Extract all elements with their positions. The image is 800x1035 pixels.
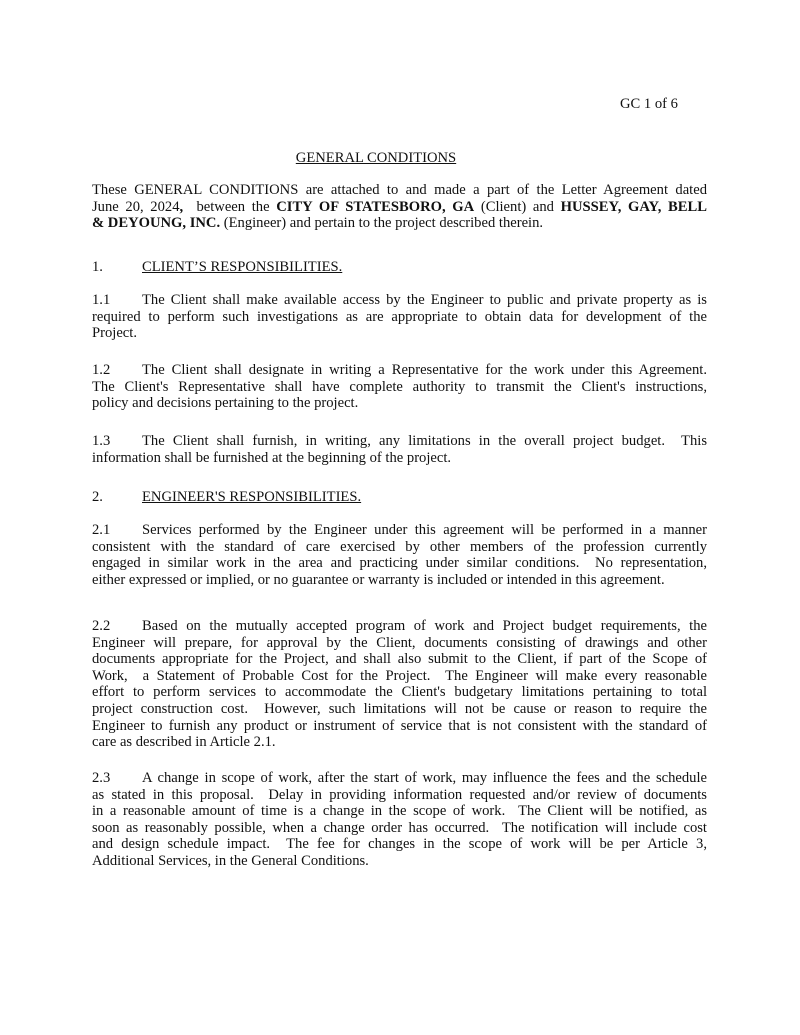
paragraph-line — [92, 522, 707, 539]
page-label: GC 1 of 6 — [620, 96, 678, 112]
paragraph-line — [92, 820, 707, 837]
line-text: engaged in similar work in the area and practicing under similar conditions. No representation, — [92, 555, 707, 572]
line-text: soon as reasonably possible, when a change order has occurred. The notification will include cost — [92, 819, 707, 836]
line-text: Services performed by the Engineer under this agreement will be performed in a manner — [142, 522, 707, 538]
clause-paragraph — [92, 522, 707, 588]
clause-paragraph — [92, 770, 707, 870]
line-text: The Client shall designate in writing a Representative for the work under this Agreement. — [142, 362, 707, 378]
clause-number: 2.1 — [92, 522, 111, 538]
clause-number: 1.3 — [92, 433, 111, 449]
intro-line — [92, 215, 707, 232]
paragraph-line — [92, 379, 707, 396]
paragraph-line — [92, 572, 707, 589]
clause-number: 1.1 — [92, 292, 111, 308]
paragraph-line — [92, 684, 707, 701]
text: between the — [183, 198, 277, 215]
line-text: Engineer to furnish any product or instrument of service that is not consistent with the standard of — [92, 717, 707, 734]
clause-paragraph — [92, 292, 707, 342]
paragraph-line — [92, 325, 707, 342]
clause-paragraph — [92, 433, 707, 466]
paragraph-line — [92, 734, 707, 751]
paragraph-line — [92, 309, 707, 326]
section-heading — [92, 259, 343, 276]
paragraph-line — [92, 555, 707, 572]
intro-line: These GENERAL CONDITIONS are attached to and made a part of the Letter Agreement dated — [92, 182, 707, 198]
line-text: A change in scope of work, after the start of work, may influence the fees and the schedule — [142, 770, 707, 786]
engineer-name: & DEYOUNG, INC. — [92, 215, 221, 232]
paragraph-line — [92, 292, 707, 309]
line-text: information shall be furnished at the beginning of the project. — [92, 449, 452, 466]
section-number: 1. — [92, 259, 103, 275]
clause-number: 2.3 — [92, 770, 111, 786]
agreement-date: June 20, 2024 — [92, 198, 180, 215]
line-text: The Client shall furnish, in writing, any limitations in the overall project budget. This — [142, 433, 707, 449]
clause-number: 2.2 — [92, 618, 111, 634]
line-text: consistent with the standard of care exercised by other members of the profession currently — [92, 538, 707, 555]
paragraph-line — [92, 803, 707, 820]
document-title: GENERAL CONDITIONS — [295, 150, 457, 166]
paragraph-line — [92, 539, 707, 556]
paragraph-line — [92, 853, 707, 870]
line-text: and design schedule impact. The fee for changes in the scope of work will be per Article 3, — [92, 836, 707, 853]
line-text: care as described in Article 2.1. — [92, 734, 276, 751]
paragraph-line — [92, 718, 707, 735]
comma: , — [179, 198, 184, 215]
clause-number: 1.2 — [92, 362, 111, 378]
text: (Engineer) and pertain to the project described therein. — [220, 215, 544, 232]
paragraph-line — [92, 668, 707, 685]
line-text: Project. — [92, 325, 137, 342]
paragraph-line — [92, 770, 707, 787]
section-number: 2. — [92, 489, 103, 505]
intro-paragraph — [92, 182, 707, 232]
paragraph-line — [92, 787, 707, 804]
line-text: either expressed or implied, or no guarantee or warranty is included or intended in this agreement. — [92, 571, 665, 588]
line-text: as stated in this proposal. Delay in providing information requested and/or review of documents — [92, 786, 707, 803]
text: (Client) and — [474, 198, 561, 215]
line-text: Work, a Statement of Probable Cost for the Project. The Engineer will make every reasonable — [92, 667, 707, 684]
line-text: documents appropriate for the Project, and shall also submit to the Client, if part of the Scope of — [92, 651, 707, 668]
line-text: in a reasonable amount of time is a change in the scope of work. The Client will be notified, as — [92, 803, 707, 820]
intro-line — [92, 199, 707, 216]
line-text: Based on the mutually accepted program of work and Project budget requirements, the — [142, 618, 707, 634]
client-name: CITY OF STATESBORO, GA — [276, 198, 475, 215]
line-text: Additional Services, in the General Conditions. — [92, 852, 369, 869]
paragraph-line — [92, 836, 707, 853]
line-text: The Client's Representative shall have complete authority to transmit the Client's instructions, — [92, 378, 707, 395]
paragraph-line — [92, 635, 707, 652]
paragraph-line — [92, 651, 707, 668]
clause-paragraph — [92, 618, 707, 751]
line-text: effort to perform services to accommodate the Client's budgetary limitations pertaining to total — [92, 684, 707, 701]
paragraph-line — [92, 395, 707, 412]
paragraph-line — [92, 362, 707, 379]
paragraph-line — [92, 450, 707, 467]
section-title: CLIENT’S RESPONSIBILITIES. — [142, 259, 343, 275]
paragraph-line — [92, 618, 707, 635]
section-title: ENGINEER'S RESPONSIBILITIES. — [142, 489, 362, 505]
line-text: The Client shall make available access by the Engineer to public and private property as is — [142, 292, 707, 308]
line-text: Engineer will prepare, for approval by the Client, documents consisting of drawings and other — [92, 634, 707, 651]
section-heading — [92, 489, 362, 506]
engineer-name: HUSSEY, GAY, BELL — [560, 198, 707, 215]
line-text: policy and decisions pertaining to the project. — [92, 395, 359, 412]
line-text: required to perform such investigations as are appropriate to obtain data for development of the — [92, 308, 707, 325]
line-text: project construction cost. However, such limitations will not be cause or reason to require the — [92, 700, 707, 717]
clause-paragraph — [92, 362, 707, 412]
paragraph-line — [92, 433, 707, 450]
paragraph-line — [92, 701, 707, 718]
